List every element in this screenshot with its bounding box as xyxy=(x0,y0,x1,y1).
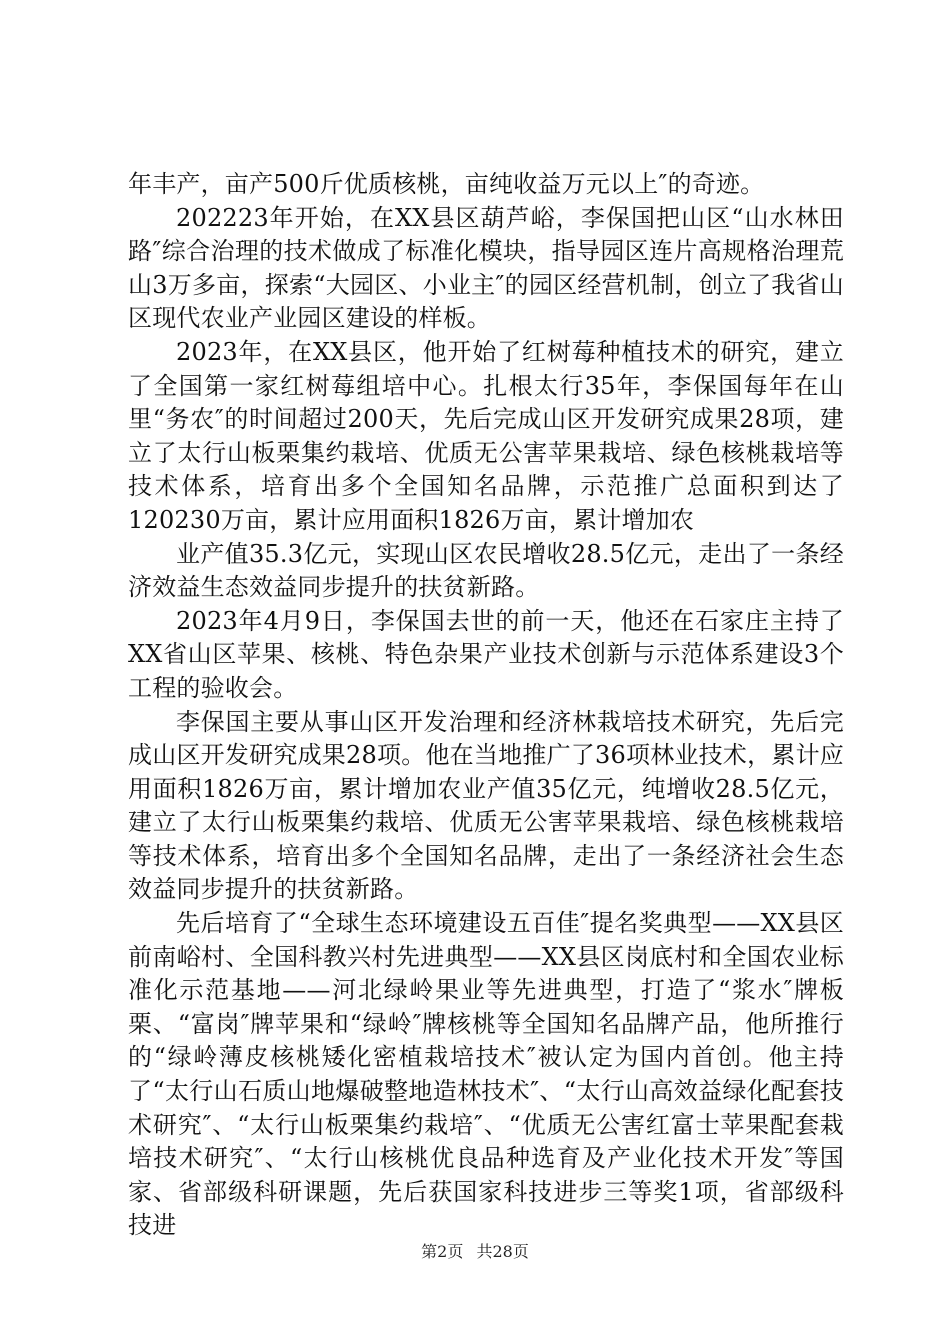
paragraph: 2023年4月9日，李保国去世的前一天，他还在石家庄主持了XX省山区苹果、核桃、特色杂果产业技术创新与示范体系建设3个工程的验收会。 xyxy=(128,606,844,702)
paragraph: 李保国主要从事山区开发治理和经济林栽培技术研究，先后完成山区开发研究成果28项。他在当地推广了36项林业技术，累计应用面积1826万亩，累计增加农业产值35亿元，纯增收28.5亿元，建立了太行山板栗集约栽培、优质无公害苹果栽培、绿色核桃栽培等技术体系，培育出多个全国知名品牌，走出了一条经济社会生态效益同步提升的扶贫新路。 xyxy=(128,707,844,904)
document-body xyxy=(128,168,844,1243)
page-footer xyxy=(0,1242,950,1262)
paragraph: 业产值35.3亿元，实现山区农民增收28.5亿元，走出了一条经济效益生态效益同步提升的扶贫新路。 xyxy=(128,539,844,602)
page-total: 共28页 xyxy=(476,1242,529,1261)
page-number: 第2页 xyxy=(421,1242,464,1261)
paragraph: 先后培育了“全球生态环境建设五百佳″提名奖典型——XX县区前南峪村、全国科教兴村先进典型——XX县区岗底村和全国农业标准化示范基地——河北绿岭果业等先进典型，打造了“浆水″牌板栗、“富岗″牌苹果和“绿岭″牌核桃等全国知名品牌产品，他所推行的“绿岭薄皮核桃矮化密植栽培技术″被认定为国内首创。他主持了“太行山石质山地爆破整地造林技术″、“太行山高效益绿化配套技术研究″、“太行山板栗集约栽培″、“优质无公害红富士苹果配套栽培技术研究″、“太行山核桃优良品种选育及产业化技术开发″等国家、省部级科研课题，先后获国家科技进步三等奖1项，省部级科技进 xyxy=(128,909,844,1240)
paragraph: 2023年，在XX县区，他开始了红树莓种植技术的研究，建立了全国第一家红树莓组培中心。扎根太行35年，李保国每年在山里“务农″的时间超过200天，先后完成山区开发研究成果28项，建立了太行山板栗集约栽培、优质无公害苹果栽培、绿色核桃栽培等技术体系，培育出多个全国知名品牌，示范推广总面积到达了120230万亩，累计应用面积1826万亩，累计增加农 xyxy=(128,337,844,534)
paragraph: 202223年开始，在XX县区葫芦峪，李保国把山区“山水林田路″综合治理的技术做成了标准化模块，指导园区连片高规格治理荒山3万多亩，探索“大园区、小业主″的园区经营机制，创立了我省山区现代农业产业园区建设的样板。 xyxy=(128,203,844,333)
paragraph-continuation: 年丰产，亩产500斤优质核桃，亩纯收益万元以上″的奇迹。 xyxy=(128,170,765,198)
